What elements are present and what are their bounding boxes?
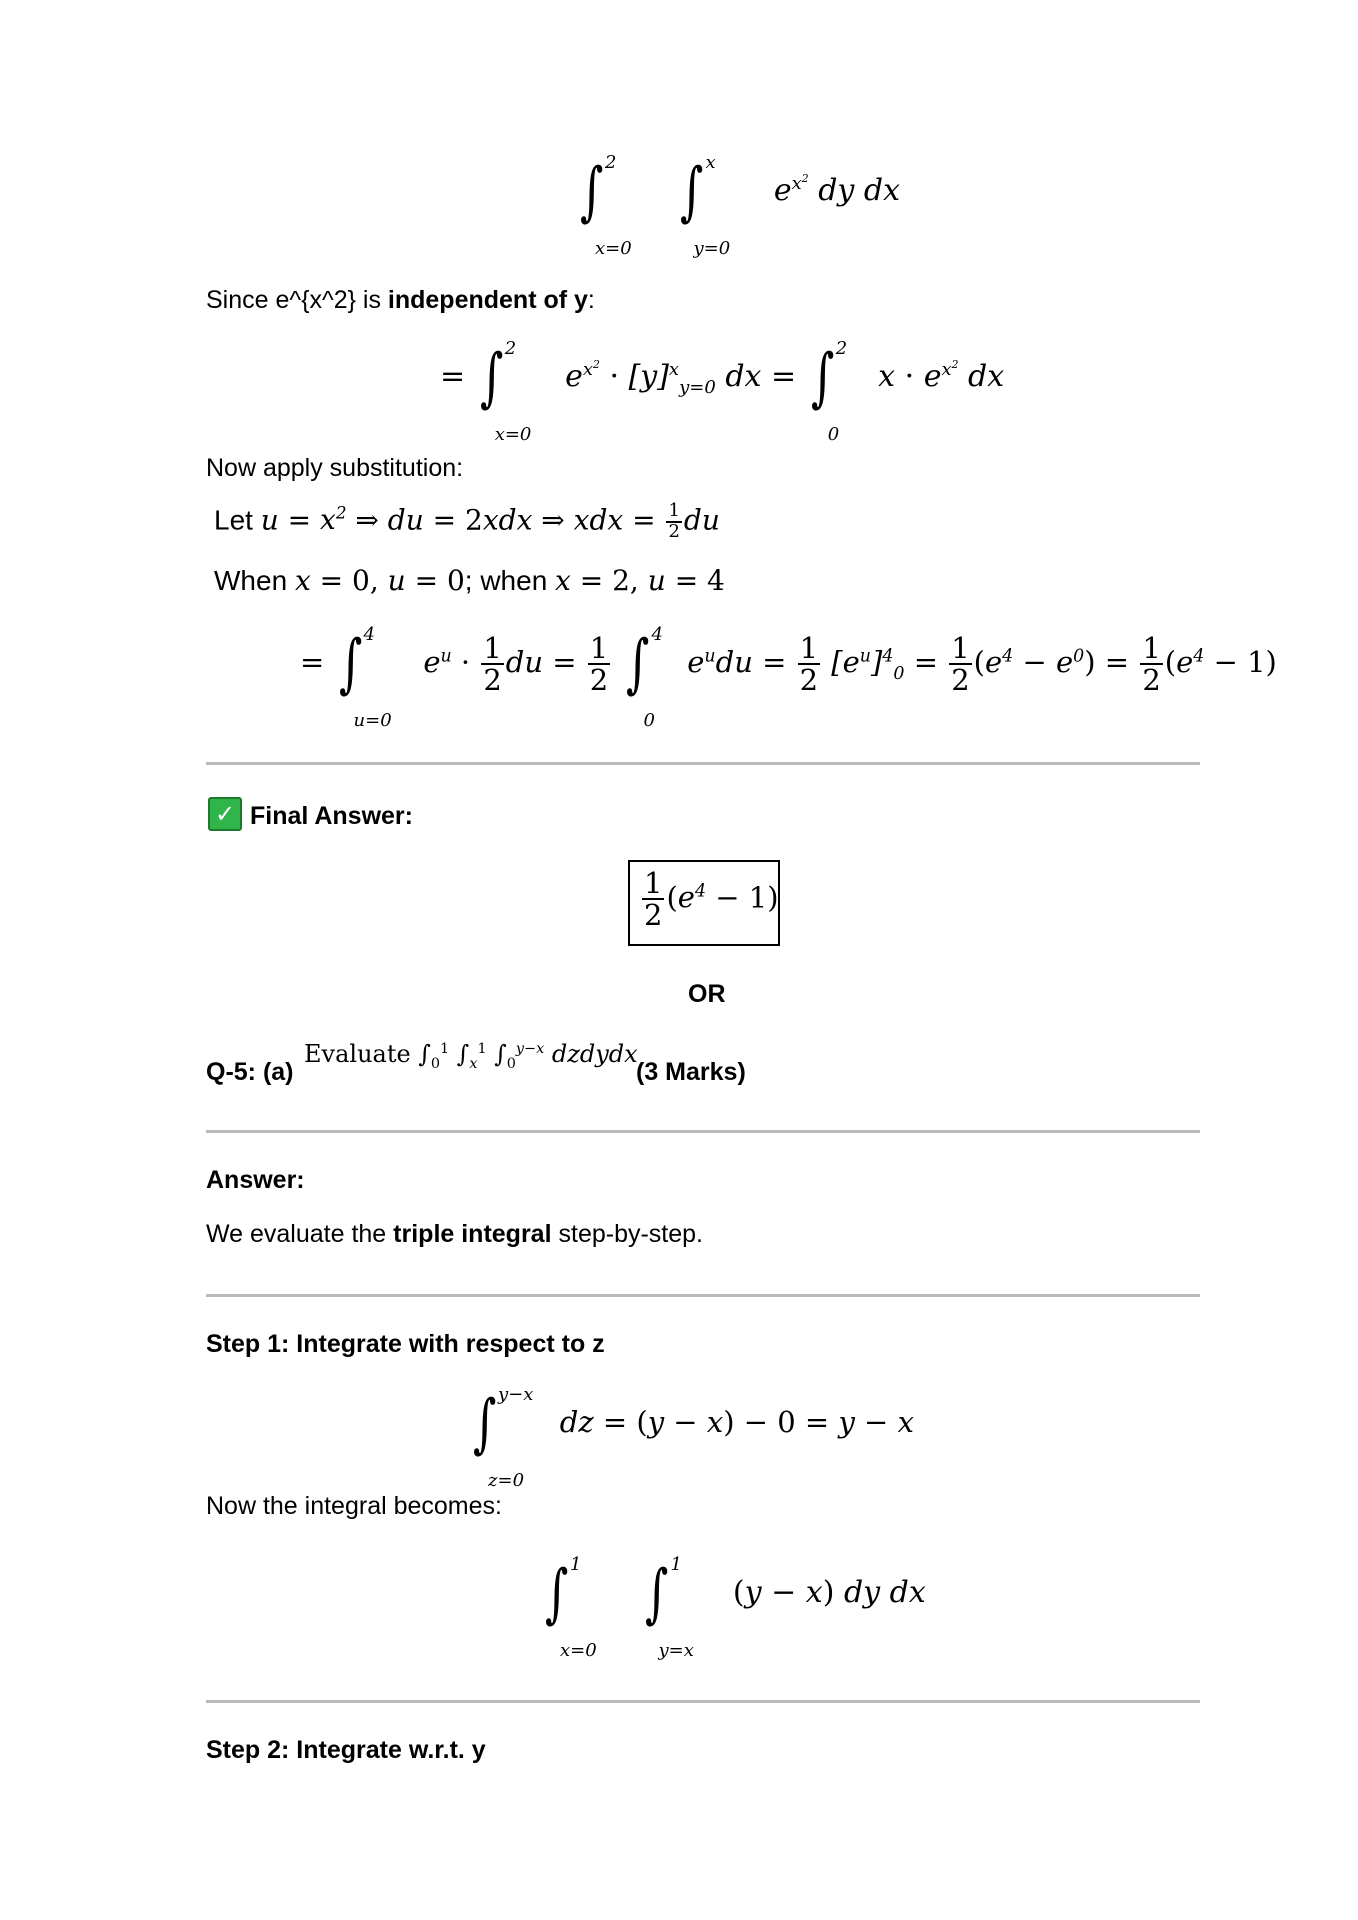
equation-inner-evaluated: = ∫ 2 x=0 $e^{x^2} \cdot [y]^x_{y=0}$ dx = ∫ 2 0 $x \cdot e^{x^2}$ dx [440,338,1005,445]
divider-4 [206,1700,1200,1703]
question-label: Q-5: (a) [206,1058,294,1086]
heading-final-answer: Final Answer: [250,802,413,830]
heading-step-1: Step 1: Integrate with respect to z [206,1330,605,1358]
check-mark-icon: ✓ [208,797,242,831]
divider-2 [206,1130,1200,1133]
text-triple-integral: We evaluate the triple integral step-by-step. [206,1220,703,1248]
text-or: OR [688,980,726,1008]
equation-double-integral-1: ∫ 2 x=0 ∫ x y=0 $e^{x^2}$ dy dx [580,152,901,259]
equation-double-integral-2: ∫ 1 x=0 ∫ 1 y=x (y − x) dy dx [545,1554,926,1661]
equation-substitution: Let $u = x^2$ ⇒ du = 2xdx ⇒ xdx = $\frac{1}{2}$ du [214,500,720,542]
divider-1 [206,762,1200,765]
equation-final-answer: $\frac{1}{2}$ $(e^4 - 1)$ [644,866,779,933]
heading-step-2: Step 2: Integrate w.r.t. y [206,1736,486,1764]
question-expression: Evaluate $\int_0^1$ $\int_x^1$ $\int_0^{y-x}$ dzdydx [304,1040,638,1072]
heading-answer: Answer: [206,1166,305,1194]
text-since: Since e^{x^2} is independent of y: [206,286,595,314]
question-marks: (3 Marks) [636,1058,746,1086]
text-now-apply: Now apply substitution: [206,454,464,482]
divider-3 [206,1294,1200,1297]
equation-step-1: ∫ y−x z=0 dz = (y − x) − 0 = y − x [473,1384,914,1491]
text-now-integral: Now the integral becomes: [206,1492,502,1520]
equation-evaluation-chain: = ∫ 4 u=0 $e^u$ · $\frac{1}{2}$ du = $\frac{1}{2}$ ∫ 4 0 $e^udu$ = $\frac{1}{2}$ $[e^u]^4_0$ = $\frac{1}{2}$ $(e^4 - e^0)$ = $\frac{1}{2}$ $(e^4 - 1)$ [300,624,1277,731]
equation-limits: When x = 0, u = 0; when x = 2, u = 4 [214,564,725,597]
